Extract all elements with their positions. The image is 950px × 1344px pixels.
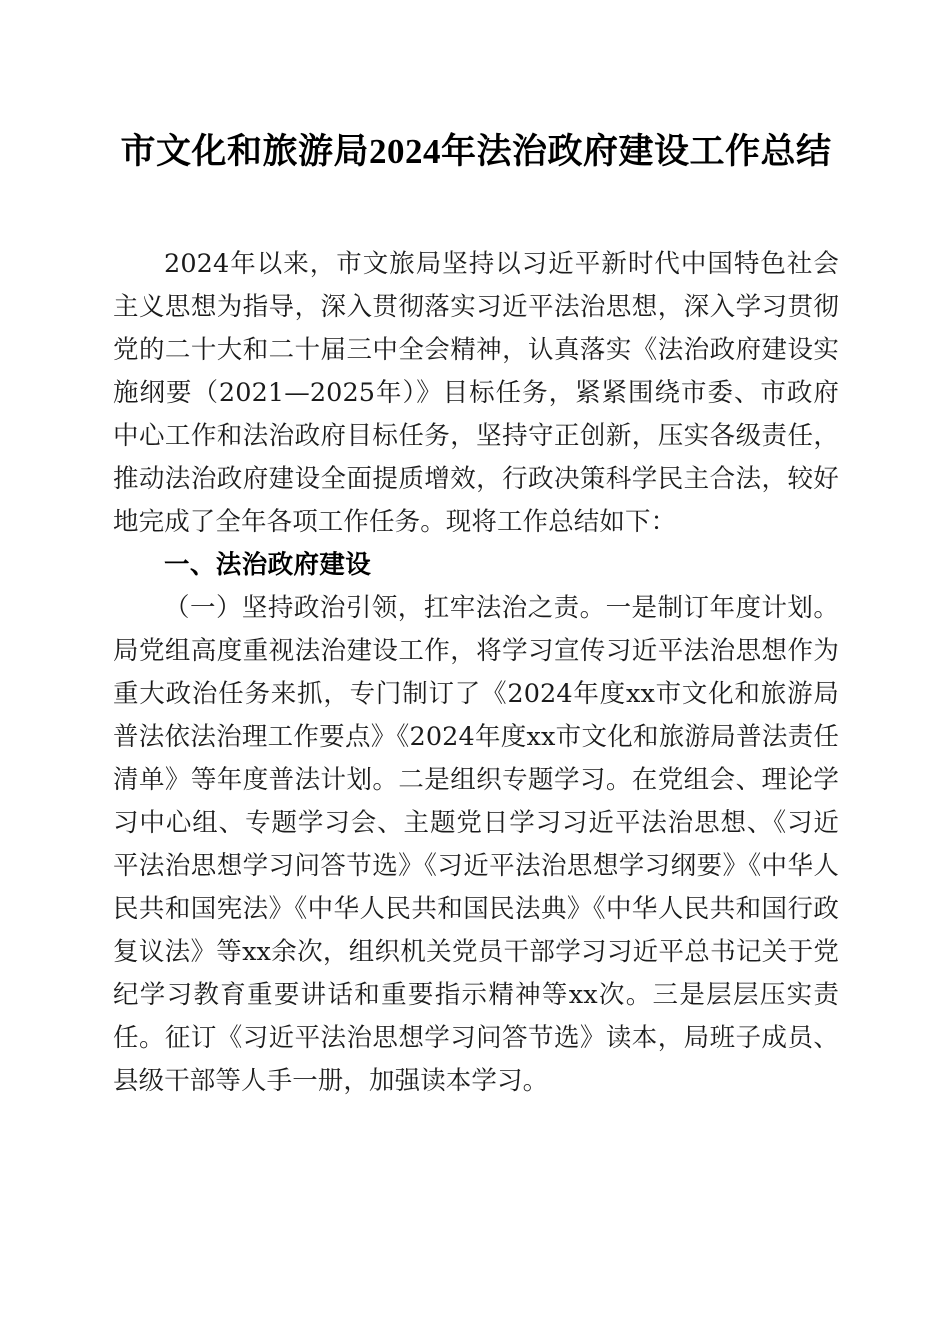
- section-heading-1: 一、法治政府建设: [164, 551, 372, 579]
- paragraph-opening: 2024年以来，市文旅局坚持以习近平新时代中国特色社会主义思想为指导，深入贯彻落实习近平法治思想，深入学习贯彻党的二十大和二十届三中全会精神，认真落实《法治政府建设实施纲要（2021—2025年）》目标任务，紧紧围绕市委、市政府中心工作和法治政府目标任务，坚持守正创新，压实各级责任，推动法治政府建设全面提质增效，行政决策科学民主合法，较好地完成了全年各项工作任务。现将工作总结如下：: [113, 249, 839, 537]
- paragraph-section-1-1: （一）坚持政治引领，扛牢法治之责。一是制订年度计划。局党组高度重视法治建设工作，将学习宣传习近平法治思想作为重大政治任务来抓，专门制订了《2024年度xx市文化和旅游局普法依法治理工作要点》《2024年度xx市文化和旅游局普法责任清单》等年度普法计划。二是组织专题学习。在党组会、理论学习中心组、专题学习会、主题党日学习习近平法治思想、《习近平法治思想学习问答节选》《习近平法治思想学习纲要》《中华人民共和国宪法》《中华人民共和国民法典》《中华人民共和国行政复议法》等xx余次，组织机关党员干部学习习近平总书记关于党纪学习教育重要讲话和重要指示精神等xx次。三是层层压实责任。征订《习近平法治思想学习问答节选》读本，局班子成员、县级干部等人手一册，加强读本学习。: [113, 593, 839, 1096]
- page-title: 市文化和旅游局2024年法治政府建设工作总结: [120, 132, 832, 171]
- document-content: [113, 0, 839, 1103]
